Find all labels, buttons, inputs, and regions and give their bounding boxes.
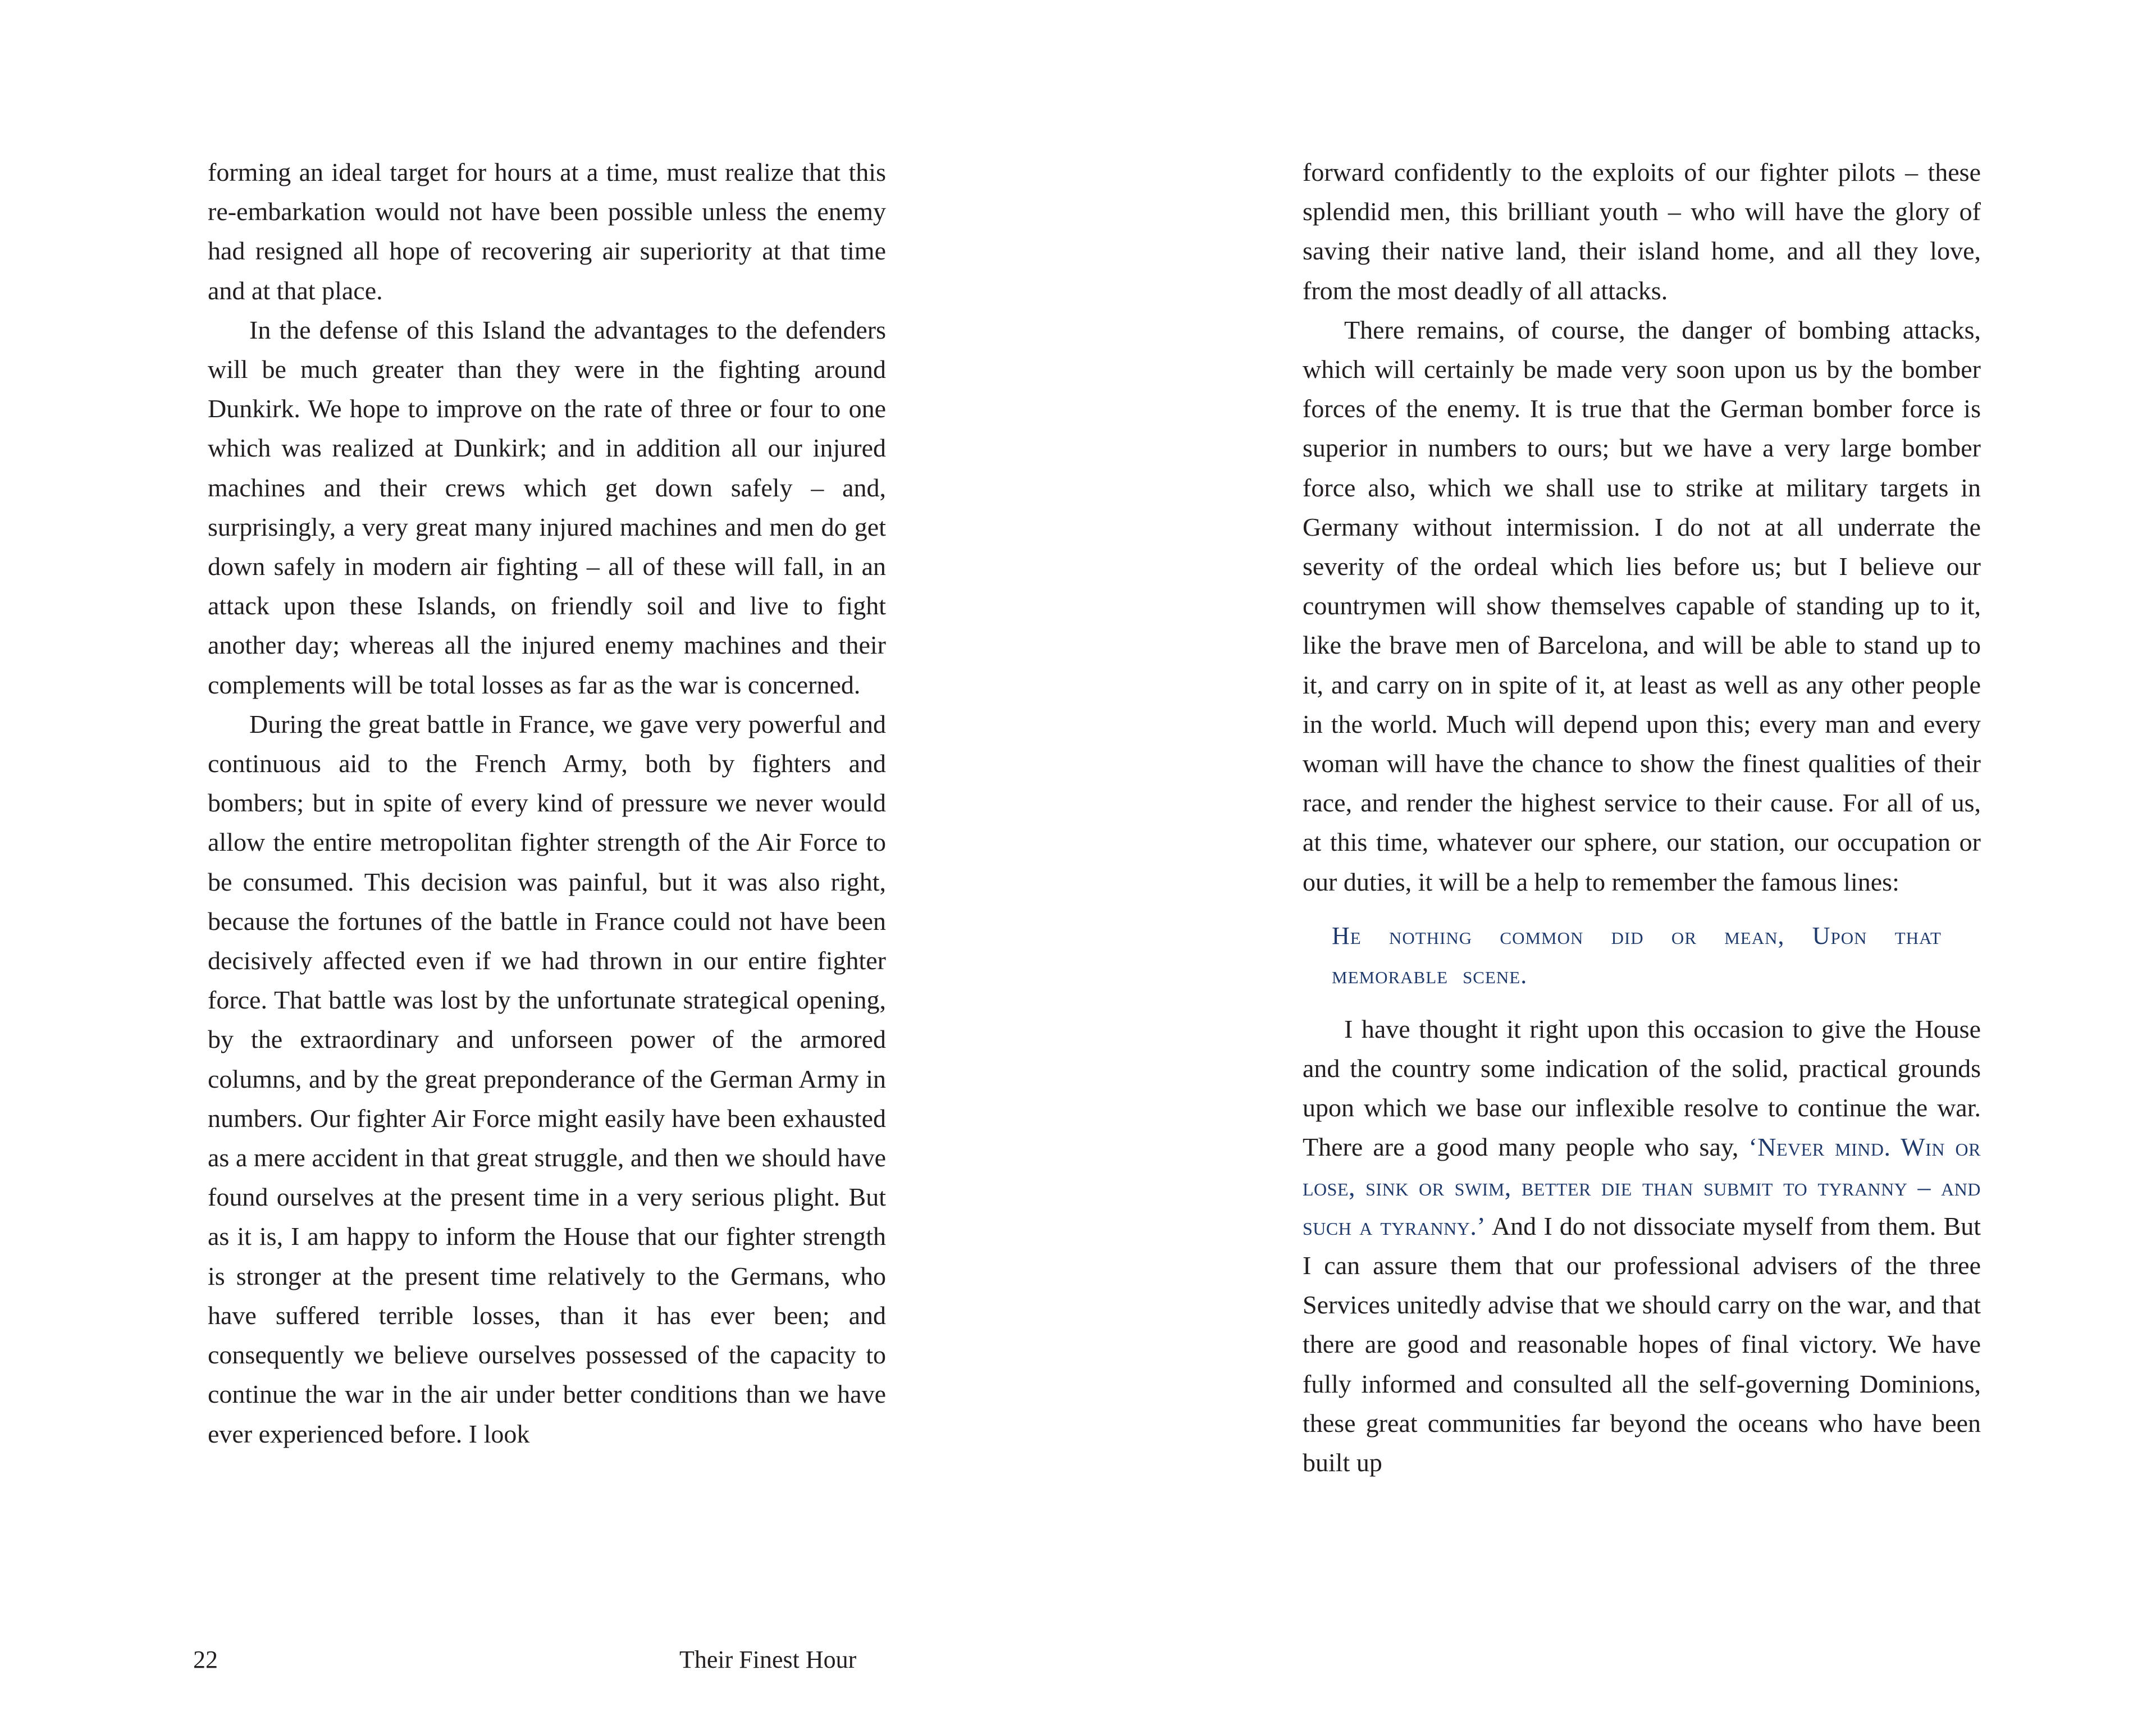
paragraph: During the great battle in France, we gave very powerful and continuous aid to the French Army, both by fighters and bombers; but in spite of every kind of pressure we never would allow the entire metropolitan fighter strength of the Air Force to be consumed. This decision was painful, but it was also right, because the fortunes of the battle in France could not have been decisively affected even if we had thrown in our entire fighter force. That battle was lost by the unfortunate strategical opening, by the extraordinary and unforseen power of the armored columns, and by the great preponderance of the German Army in numbers. Our fighter Air Force might easily have been exhausted as a mere accident in that great struggle, and then we should have found ourselves at the present time in a very serious plight. But as it is, I am happy to inform the House that our fighter strength is stronger at the present time relatively to the Germans, who have suffered terrible losses, than it has ever been; and consequently we believe ourselves possessed of the capacity to continue the war in the air under better conditions than we have ever experienced before. I look — [208, 709, 886, 1448]
right-page-body — [1303, 153, 1981, 1482]
page-number-left: 22 — [193, 1646, 218, 1673]
paragraph: There remains, of course, the danger of bombing attacks, which will certainly be made very soon upon us by the bomber forces of the enemy. It is true that the German bomber force is superior in numbers to ours; but we have a very large bomber force also, which we shall use to strike at military targets in Germany without intermission. I do not at all underrate the severity of the ordeal which lies before us; but I believe our countrymen will show themselves capable of standing up to it, like the brave men of Barcelona, and will be able to stand up to it, and carry on in spite of it, at least as well as any other people in the world. Much will depend upon this; every man and every woman will have the chance to show the finest qualities of their race, and render the highest service to their cause. For all of us, at this time, whatever our sphere, our station, our occupation or our duties, it will be a help to remember the famous lines: — [1303, 315, 1981, 896]
running-title: Their Finest Hour — [679, 1646, 857, 1673]
left-page-body — [208, 153, 886, 1454]
paragraph-text: I have thought it right upon this occasion to give the House and the country some indication of the solid, practical grounds upon which we base our inflexible resolve to continue the war. There are a good many people who say, — [1303, 1014, 1981, 1162]
paragraph: forming an ideal target for hours at a time, must realize that this re-embarkation would not have been possible unless the enemy had resigned all hope of recovering air superiority at that time and at that place. — [208, 158, 886, 305]
verse-quotation: He nothing common did or mean, Upon that memorable scene. — [1332, 921, 1942, 989]
inline-quotation: ‘Never mind. Win or lose, sink or swim, better die than submit to tyranny – and such a tyranny.’ — [1303, 1133, 1981, 1240]
paragraph: In the defense of this Island the advantages to the defenders will be much greater than they were in the fighting around Dunkirk. We hope to improve on the rate of three or four to one which was realized at Dunkirk; and in addition all our injured machines and their crews which get down safely – and, surprisingly, a very great many injured machines and men do get down safely in modern air fighting – all of these will fall, in an attack upon these Islands, on friendly soil and live to fight another day; whereas all the injured enemy machines and their complements will be total losses as far as the war is concerned. — [208, 315, 886, 699]
paragraph: forward confidently to the exploits of our fighter pilots – these splendid men, this brilliant youth – who will have the glory of saving their native land, their island home, and all they love, from the most deadly of all attacks. — [1303, 158, 1981, 305]
paragraph — [1303, 1010, 1981, 1482]
right-page — [1078, 0, 2156, 1725]
paragraph-text: And I do not dissociate myself from them. But I can assure them that our professional advisers of the three Services unitedly advise that we should carry on the war, and that there are good and reasonable hopes of final victory. We have fully informed and consulted all the self-governing Dominions, these great communities far beyond the oceans who have been built up — [1303, 1211, 1981, 1477]
